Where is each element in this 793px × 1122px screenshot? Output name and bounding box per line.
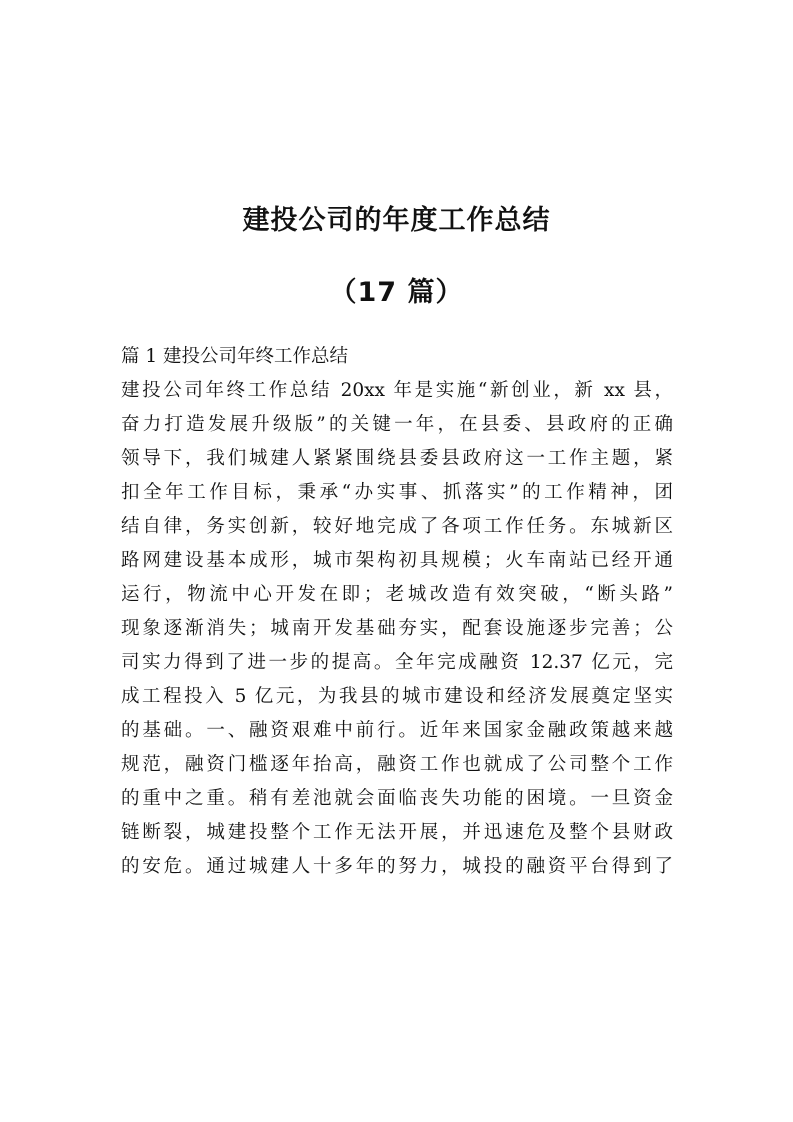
paragraph-line: 司实力得到了进一步的提高。全年完成融资 12.37 亿元，完 <box>121 652 673 673</box>
document-subtitle: （17 篇） <box>329 277 464 308</box>
paragraph-line: 结自律，务实创新，较好地完成了各项工作任务。东城新区 <box>121 516 673 537</box>
paragraph-line: 建投公司年终工作总结 20xx 年是实施“新创业，新 xx 县， <box>121 380 673 401</box>
paragraph-line: 奋力打造发展升级版”的关键一年，在县委、县政府的正确 <box>121 414 673 435</box>
document-title: 建投公司的年度工作总结 <box>242 205 551 236</box>
document-body <box>121 340 673 884</box>
section-heading: 篇 1 建投公司年终工作总结 <box>121 346 349 367</box>
paragraph-line: 现象逐渐消失；城南开发基础夯实，配套设施逐步完善；公 <box>121 618 673 639</box>
paragraph-line: 路网建设基本成形，城市架构初具规模；火车南站已经开通 <box>121 550 673 571</box>
paragraph-line: 规范，融资门槛逐年抬高，融资工作也就成了公司整个工作 <box>121 754 673 775</box>
paragraph-line: 的基础。一、融资艰难中前行。近年来国家金融政策越来越 <box>121 720 673 741</box>
paragraph-line: 链断裂，城建投整个工作无法开展，并迅速危及整个县财政 <box>121 822 673 843</box>
paragraph-line: 扣全年工作目标，秉承“办实事、抓落实”的工作精神，团 <box>121 482 673 503</box>
paragraph-line: 领导下，我们城建人紧紧围绕县委县政府这一工作主题，紧 <box>121 448 673 469</box>
paragraph-line: 运行，物流中心开发在即；老城改造有效突破，“断头路” <box>121 584 673 605</box>
paragraph-line: 成工程投入 5 亿元，为我县的城市建设和经济发展奠定坚实 <box>121 686 673 707</box>
paragraph-line: 的重中之重。稍有差池就会面临丧失功能的困境。一旦资金 <box>121 788 673 809</box>
paragraph-line: 的安危。通过城建人十多年的努力，城投的融资平台得到了 <box>121 856 673 877</box>
